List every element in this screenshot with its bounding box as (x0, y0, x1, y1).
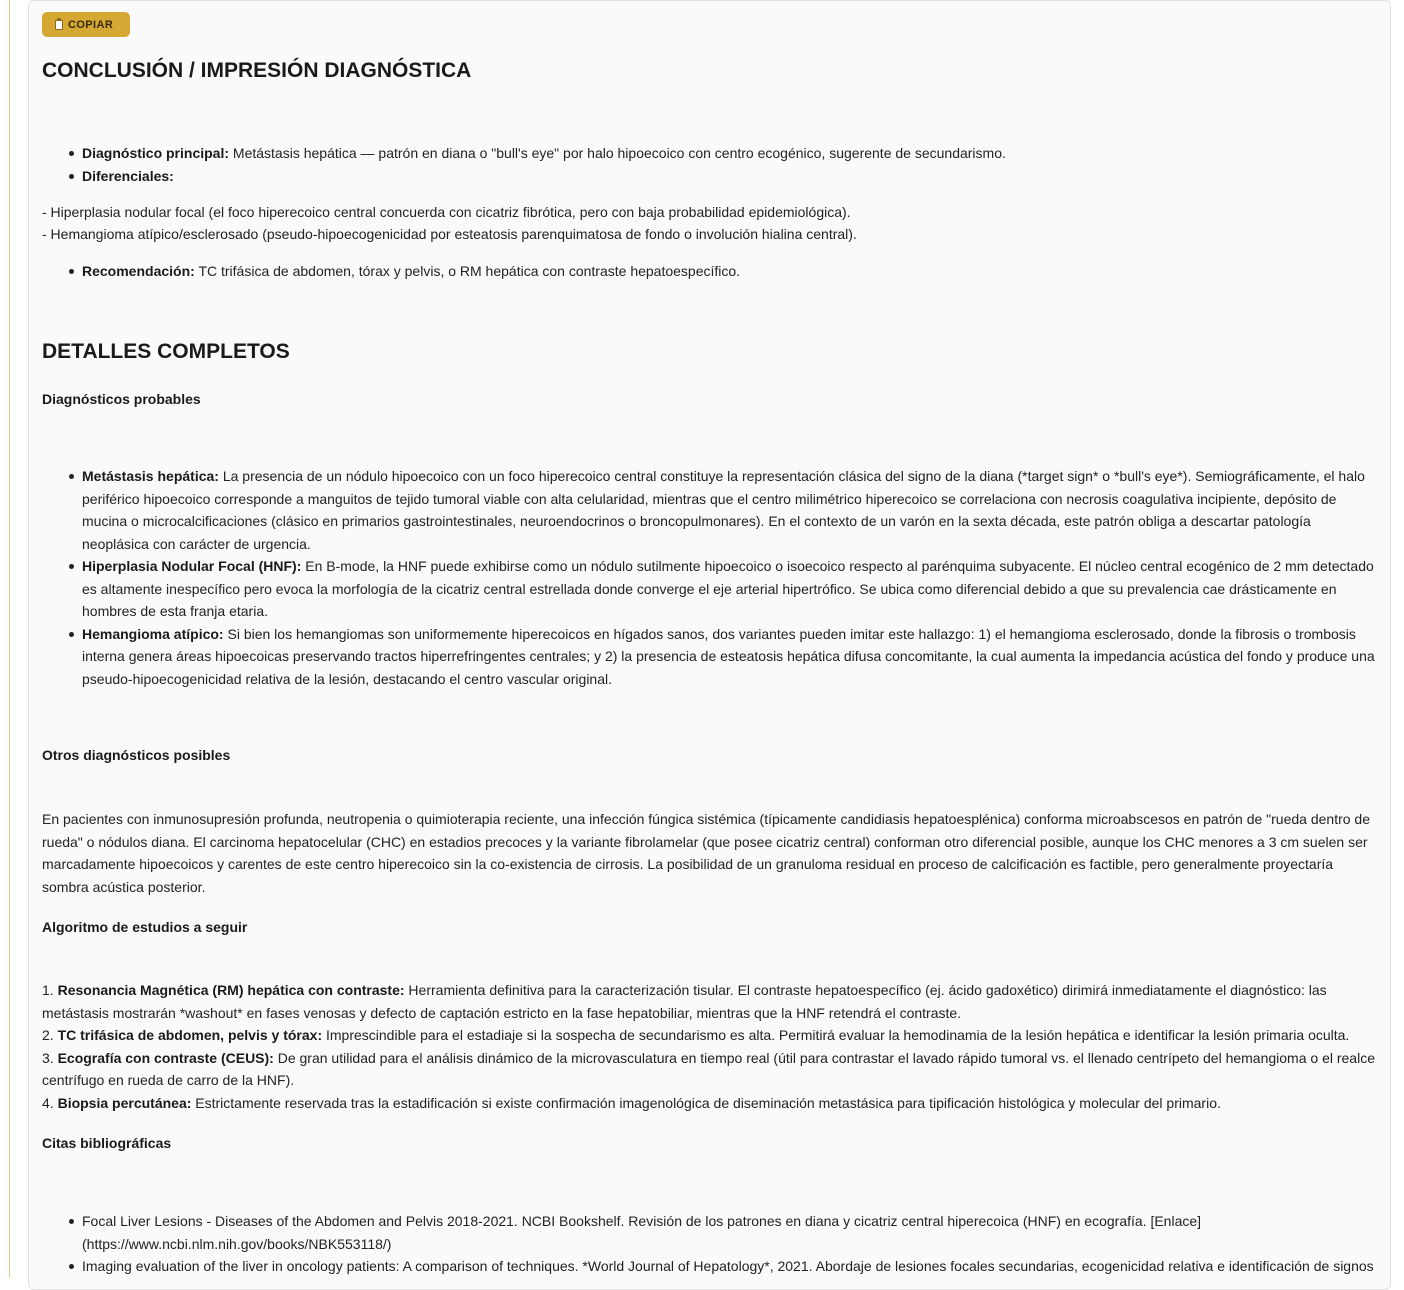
item-label: Metástasis hepática: (82, 468, 219, 484)
step-number: 1. (42, 982, 58, 998)
algorithm-heading: Algoritmo de estudios a seguir (42, 919, 248, 935)
other-dx-paragraph: En pacientes con inmunosupresión profunda, neutropenia o quimioterapia reciente, una infección fúngica sistémica (típicamente candidiasis hepatoesplénica) conforma microabscesos en patrón de "rueda dentro de rueda" o nódulos diana. El carcinoma hepatocelular (CHC) en estadios precoces y la variante fibrolamelar (que posee cicatriz central) conforman otro diferencial posible, aunque los CHC menores a 3 cm suelen ser marcadamente hipoecoicos y carentes de este centro hiperecoico sin la co-existencia de cirrosis. La posibilidad de un granuloma residual en proceso de calcificación es factible, pero generalmente proyectaría sombra acústica posterior. (42, 811, 1370, 895)
item-text: La presencia de un nódulo hipoecoico con un foco hiperecoico central constituye la representación clásica del signo de la diana (*target sign* o *bull's eye*). Semiográficamente, el halo periférico hipoecoico corresponde a manguitos de tejido tumoral viable con alta celularidad, mientras que el centro milimétrico hiperecoico se correlaciona con necrosis coagulativa incipiente, depósito de mucina o microcalcificaciones (clásico en primarios gastrointestinales, neuroendocrinos o broncopulmonares). En el contexto de un varón en la sexta década, este patrón obliga a descartar patología neoplásica con carácter de urgencia. (82, 468, 1365, 552)
citations-list (42, 1210, 1378, 1278)
other-dx-heading: Otros diagnósticos posibles (42, 747, 231, 763)
list-item (42, 142, 1378, 165)
probable-heading: Diagnósticos probables (42, 391, 201, 407)
main-diagnosis-text: Metástasis hepática — patrón en diana o "bull's eye" por halo hipoecoico con centro ecogénico, sugerente de secundarismo. (229, 145, 1006, 161)
list-item (42, 623, 1378, 691)
step-number: 4. (42, 1094, 58, 1111)
differential-line: - Hiperplasia nodular focal (el foco hiperecoico central concuerda con cicatriz fibrótica, pero con baja probabilidad epidemiológica). (42, 204, 851, 220)
item-text: En B-mode, la HNF puede exhibirse como un nódulo sutilmente hipoecoico o isoecoico respecto al parénquima subyacente. El núcleo central ecogénico de 2 mm detectado es altamente inespecífico pero evoca la morfología de la cicatriz central estrellada donde converge el eje arterial hipertrófico. Se ubica como diferencial debido a que su prevalencia cae drásticamente en hombres de esta franja etaria. (82, 558, 1374, 619)
citation-item: Imaging evaluation of the liver in oncology patients: A comparison of techniques. *World Journal of Hepatology*, 2021. Abordaje de lesiones focales secundarias, ecogenicidad relativa e identificación de signos (42, 1255, 1378, 1278)
list-item (42, 260, 1378, 283)
main-diagnosis-label: Diagnóstico principal: (82, 145, 230, 161)
step-text: Imprescindible para el estadiaje si la sospecha de secundarismo es alta. Permitirá evaluar la hemodinamia de la lesión hepática e identificar la lesión primaria oculta. (322, 1027, 1350, 1043)
citations-heading: Citas bibliográficas (42, 1135, 172, 1151)
conclusion-heading: CONCLUSIÓN / IMPRESIÓN DIAGNÓSTICA (42, 59, 472, 82)
clipboard-icon (55, 20, 63, 30)
item-label: Hiperplasia Nodular Focal (HNF): (82, 558, 302, 574)
details-heading: DETALLES COMPLETOS (42, 340, 290, 363)
list-item (42, 555, 1378, 623)
algorithm-list (42, 979, 1378, 1114)
report-panel (28, 0, 1391, 1290)
algorithm-step (42, 1024, 1378, 1047)
recommendation-list (42, 260, 1378, 283)
step-number: 3. (42, 1049, 58, 1066)
recommendation-text: TC trifásica de abdomen, tórax y pelvis, o RM hepática con contraste hepatoespecífico. (194, 263, 741, 279)
item-label: Hemangioma atípico: (82, 625, 224, 642)
differentials-label: Diferenciales: (82, 167, 174, 184)
algorithm-step (42, 979, 1378, 1024)
item-text: Si bien los hemangiomas son uniformemente hiperecoicos en hígados sanos, dos variantes pueden imitar este hallazgo: 1) el hemangioma esclerosado, donde la fibrosis o trombosis interna genera áreas hipoecoicas preservando tractos hiperrefringentes centrales; y 2) la presencia de esteatosis hepática difusa concomitante, la cual aumenta la impedancia acústica del fondo y produce una pseudo-hipoecogenicidad relativa de la lesión, destacando el centro vascular original. (82, 625, 1375, 687)
step-text: Herramienta definitiva para la caracterización tisular. El contraste hepatoespecífico (ej. ácido gadoxético) dirimirá inmediatamente el diagnóstico: las metástasis mostrarán *washout* en fases venosas y defecto de captación estricto en la fase hepatobiliar, mientras que la HNF retendrá el contraste. (42, 982, 1327, 1021)
list-item (42, 465, 1378, 555)
step-number: 2. (42, 1027, 58, 1043)
left-border-line (9, 0, 10, 1278)
step-label: Biopsia percutánea: (57, 1094, 192, 1111)
list-item (42, 165, 1378, 188)
step-label: Resonancia Magnética (RM) hepática con contraste: (57, 982, 405, 998)
step-text: De gran utilidad para el análisis dinámico de la microvasculatura en tiempo real (útil para contrastar el lavado rápido tumoral vs. el llenado centrípeto del hemangioma o el realce centrífugo en rueda de carro de la HNF). (42, 1049, 1375, 1088)
copy-button-label: COPIAR (68, 18, 114, 31)
recommendation-label: Recomendación: (82, 263, 195, 279)
step-label: Ecografía con contraste (CEUS): (57, 1049, 274, 1066)
algorithm-step (42, 1047, 1378, 1092)
step-label: TC trifásica de abdomen, pelvis y tórax: (57, 1027, 323, 1043)
differential-line: - Hemangioma atípico/esclerosado (pseudo-hipoecogenicidad por esteatosis parenquimatosa de fondo o involución hialina central). (42, 226, 857, 242)
conclusion-list (42, 142, 1378, 187)
copy-button[interactable] (42, 12, 130, 37)
citation-item: Focal Liver Lesions - Diseases of the Abdomen and Pelvis 2018-2021. NCBI Bookshelf. Revisión de los patrones en diana y cicatriz central hiperecoica (HNF) en ecografía. [Enlace](https://www.ncbi.nlm.nih.gov/books/NBK553118/) (42, 1210, 1378, 1255)
step-text: Estrictamente reservada tras la estadificación si existe confirmación imagenológica de diseminación metastásica para tipificación histológica y molecular del primario. (191, 1094, 1221, 1111)
algorithm-step (42, 1092, 1378, 1115)
probable-list (42, 465, 1378, 690)
